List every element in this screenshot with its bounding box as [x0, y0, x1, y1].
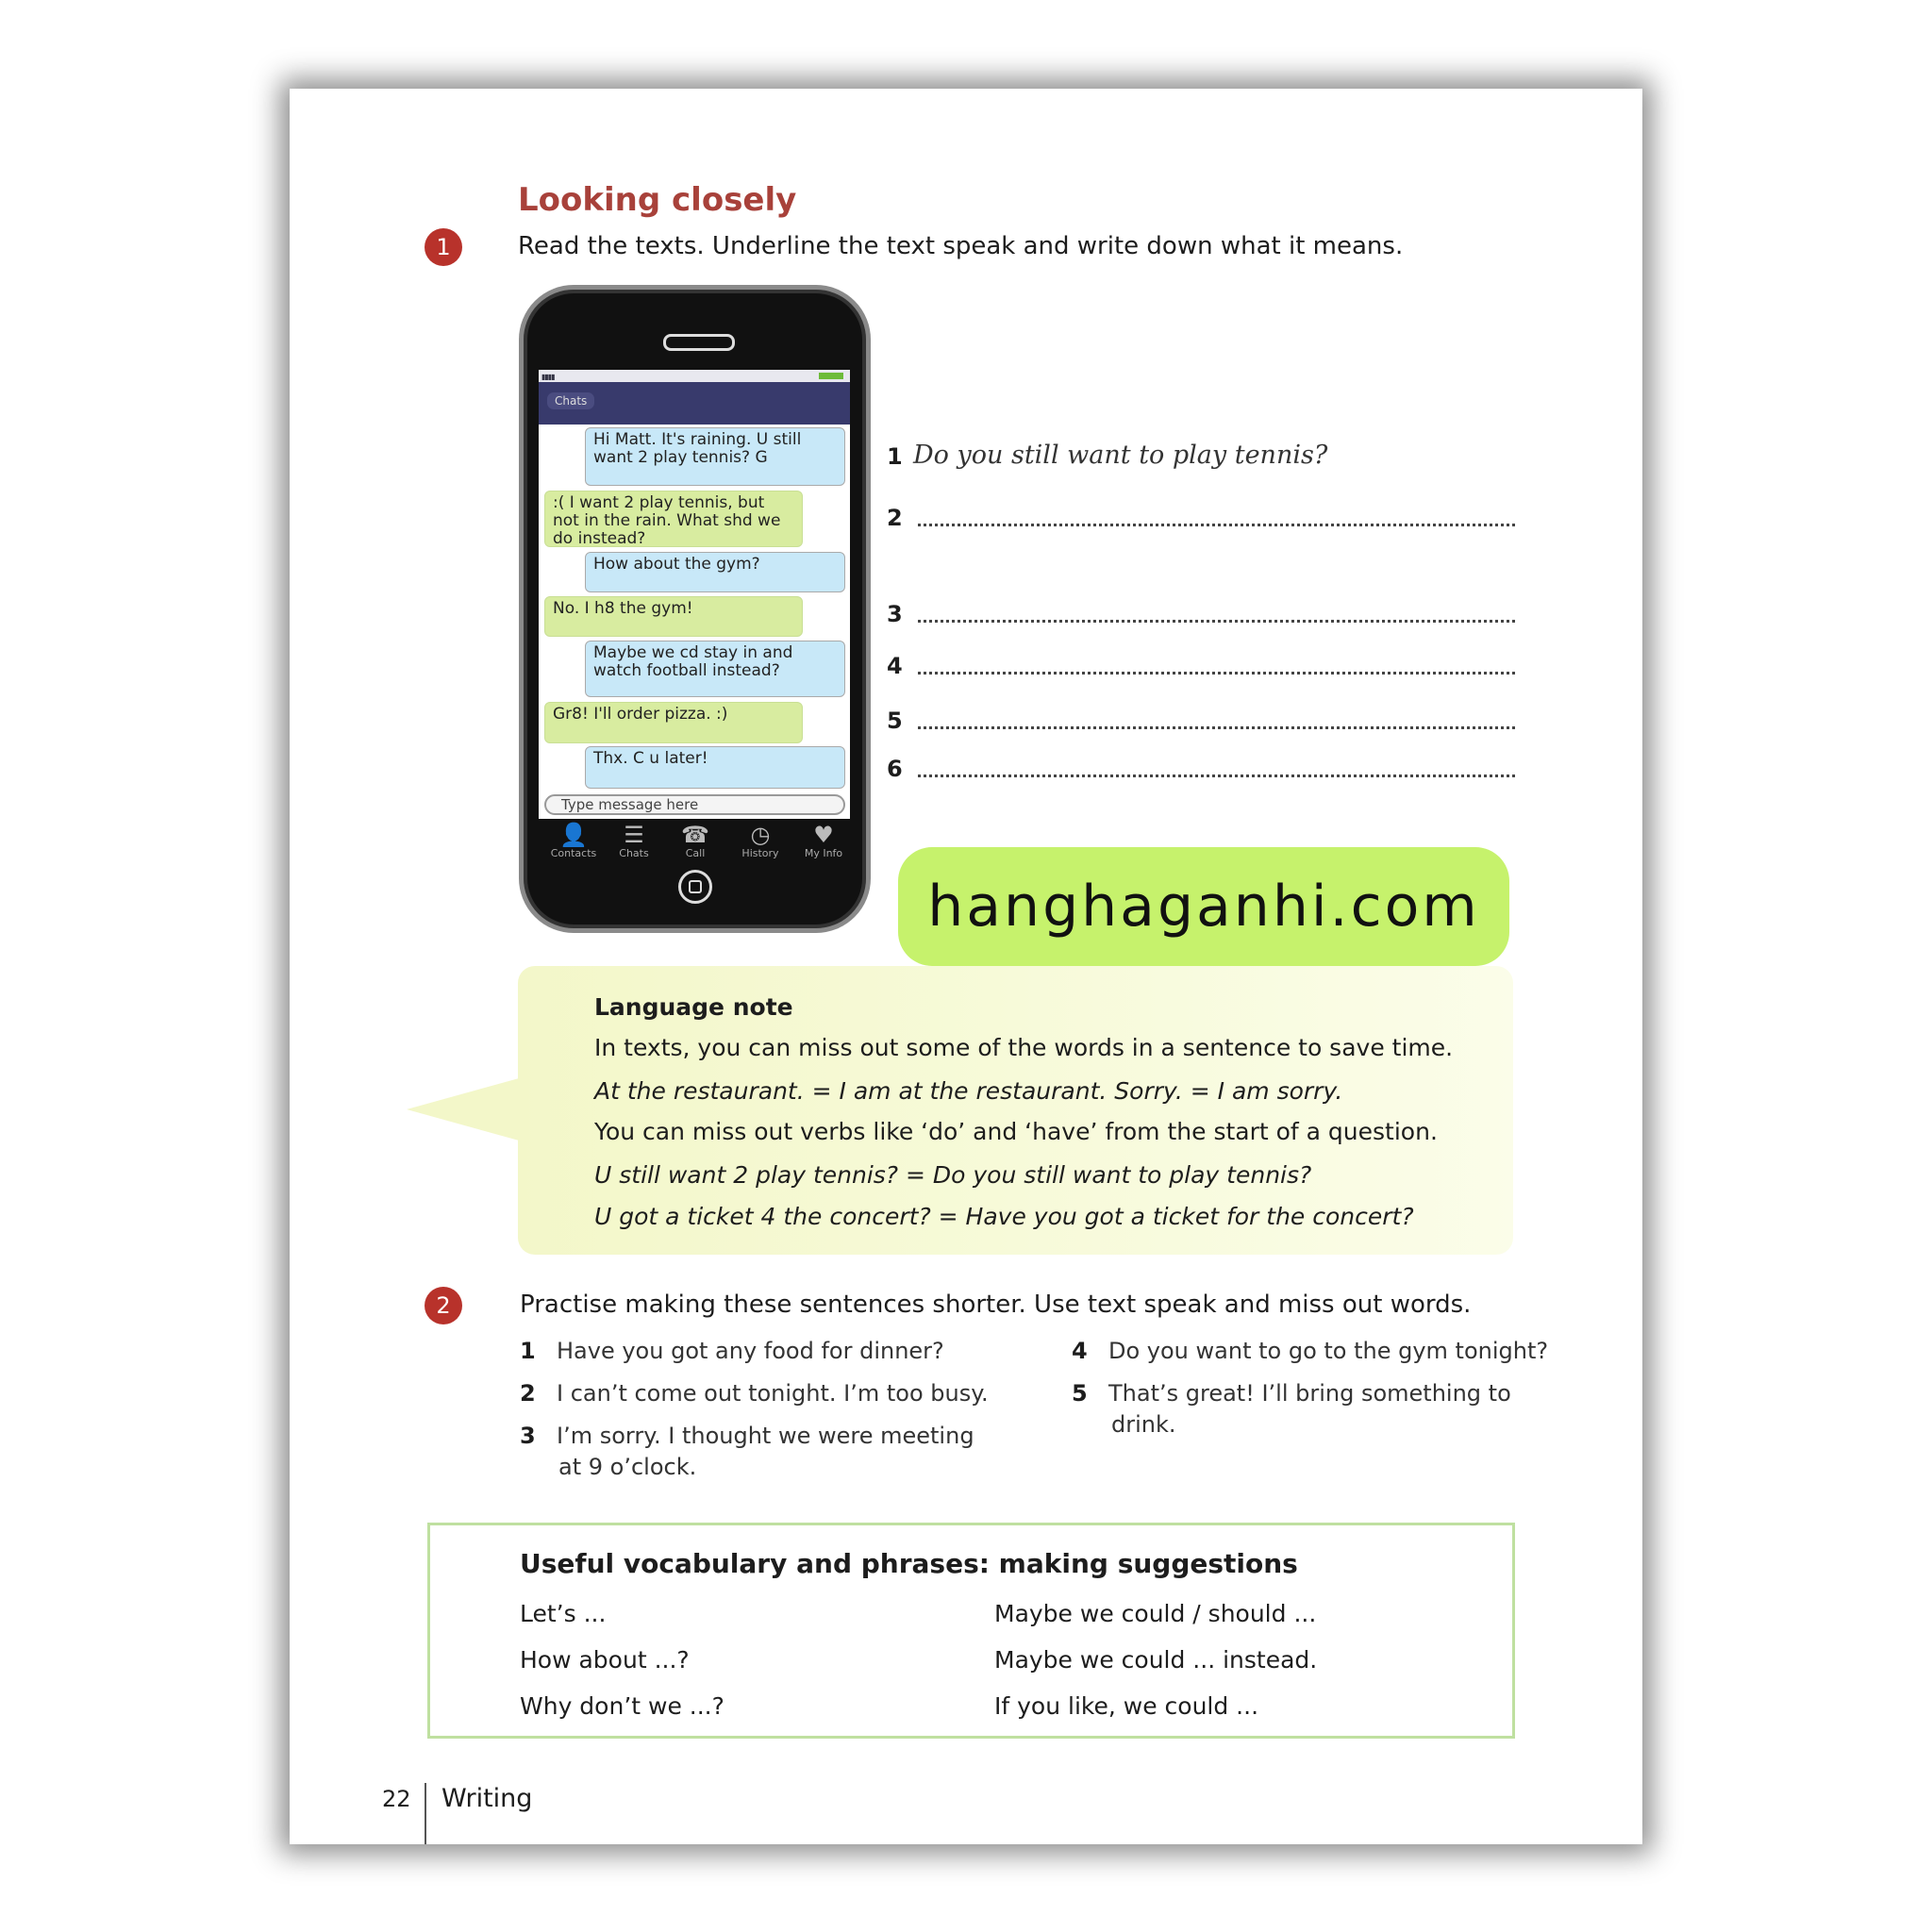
sentence-item: Do you want to go to the gym tonight?	[1108, 1338, 1549, 1364]
exercise1-instruction: Read the texts. Underline the text speak and write down what it means.	[518, 232, 1404, 260]
answer-line[interactable]	[918, 672, 1515, 675]
answer-number: 6	[887, 756, 903, 782]
vocab-phrase: How about ...?	[520, 1646, 690, 1674]
chats-icon: ☰	[624, 822, 644, 848]
exercise-number-badge: 2	[425, 1287, 462, 1324]
answer-line[interactable]	[918, 726, 1515, 729]
note-line: You can miss out verbs like ‘do’ and ‘have’ from the start of a question.	[594, 1118, 1438, 1145]
phone-speaker	[663, 334, 735, 351]
sentence-item: I’m sorry. I thought we were meeting	[557, 1423, 974, 1449]
answer-line[interactable]	[918, 774, 1515, 777]
phone-icon: ☎	[681, 822, 709, 848]
vocab-phrase: If you like, we could ...	[994, 1692, 1259, 1720]
message-bubble: No. I h8 the gym!	[544, 596, 803, 637]
answer-text: Do you still want to play tennis?	[913, 441, 1328, 470]
message-bubble: How about the gym?	[585, 552, 845, 592]
message-input[interactable]: Type message here	[544, 794, 845, 815]
item-number: 2	[520, 1380, 536, 1407]
battery-icon	[819, 373, 843, 379]
sentence-item: That’s great! I’ll bring something to	[1108, 1380, 1511, 1407]
message-bubble: Gr8! I'll order pizza. :)	[544, 702, 803, 743]
status-bar	[539, 370, 850, 382]
note-example: U got a ticket 4 the concert? = Have you got a ticket for the concert?	[594, 1203, 1414, 1230]
message-bubble: Maybe we cd stay in and watch football instead?	[585, 641, 845, 697]
heart-check-icon: ♥	[813, 822, 834, 848]
vocab-phrase: Let’s ...	[520, 1600, 607, 1627]
item-number: 4	[1072, 1338, 1088, 1364]
sentence-item-cont: drink.	[1111, 1411, 1176, 1438]
nav-call[interactable]: ☎ Call	[667, 823, 724, 859]
nav-my-info[interactable]: ♥ My Info	[795, 823, 852, 859]
vocabulary-title: Useful vocabulary and phrases: making suggestions	[520, 1548, 1298, 1579]
exercise2-instruction: Practise making these sentences shorter. Use text speak and miss out words.	[520, 1291, 1472, 1319]
item-number: 5	[1072, 1380, 1088, 1407]
chats-tab[interactable]: Chats	[547, 392, 594, 409]
nav-chats[interactable]: ☰ Chats	[606, 823, 662, 859]
note-line: In texts, you can miss out some of the words in a sentence to save time.	[594, 1034, 1454, 1061]
message-bubble: Thx. C u later!	[585, 746, 845, 789]
message-bubble: Hi Matt. It's raining. U still want 2 play tennis? G	[585, 427, 845, 486]
page-number: 22	[382, 1786, 411, 1812]
nav-contacts[interactable]: 👤 Contacts	[545, 823, 602, 859]
sentence-item: I can’t come out tonight. I’m too busy.	[557, 1380, 989, 1407]
note-example: At the restaurant. = I am at the restaurant. Sorry. = I am sorry.	[594, 1077, 1343, 1105]
answer-line[interactable]	[918, 620, 1515, 623]
answer-number: 3	[887, 601, 903, 627]
sentence-item: Have you got any food for dinner?	[557, 1338, 944, 1364]
language-note-title: Language note	[594, 993, 793, 1021]
item-number: 1	[520, 1338, 536, 1364]
footer-divider	[425, 1783, 426, 1844]
exercise-number-badge: 1	[425, 228, 462, 266]
vocab-phrase: Maybe we could ... instead.	[994, 1646, 1318, 1674]
footer-section: Writing	[441, 1784, 533, 1813]
item-number: 3	[520, 1423, 536, 1449]
home-button	[678, 870, 712, 904]
answer-number: 4	[887, 653, 903, 679]
answer-number: 2	[887, 505, 903, 531]
contacts-icon: 👤	[559, 822, 588, 848]
message-bubble: :( I want 2 play tennis, but not in the rain. What shd we do instead?	[544, 491, 803, 547]
answer-line[interactable]	[918, 524, 1515, 526]
sentence-item-cont: at 9 o’clock.	[558, 1454, 697, 1480]
nav-history[interactable]: ◷ History	[732, 823, 789, 859]
note-example: U still want 2 play tennis? = Do you still want to play tennis?	[594, 1161, 1312, 1189]
vocab-phrase: Why don’t we ...?	[520, 1692, 724, 1720]
speech-pointer	[407, 1075, 529, 1143]
section-title: Looking closely	[518, 181, 797, 219]
vocab-phrase: Maybe we could / should ...	[994, 1600, 1317, 1627]
answer-number: 1	[887, 443, 903, 470]
signal-icon: ▮▮▮▮	[541, 373, 555, 381]
clock-icon: ◷	[750, 822, 771, 848]
answer-number: 5	[887, 708, 903, 734]
watermark: hanghaganhi.com	[898, 847, 1509, 966]
